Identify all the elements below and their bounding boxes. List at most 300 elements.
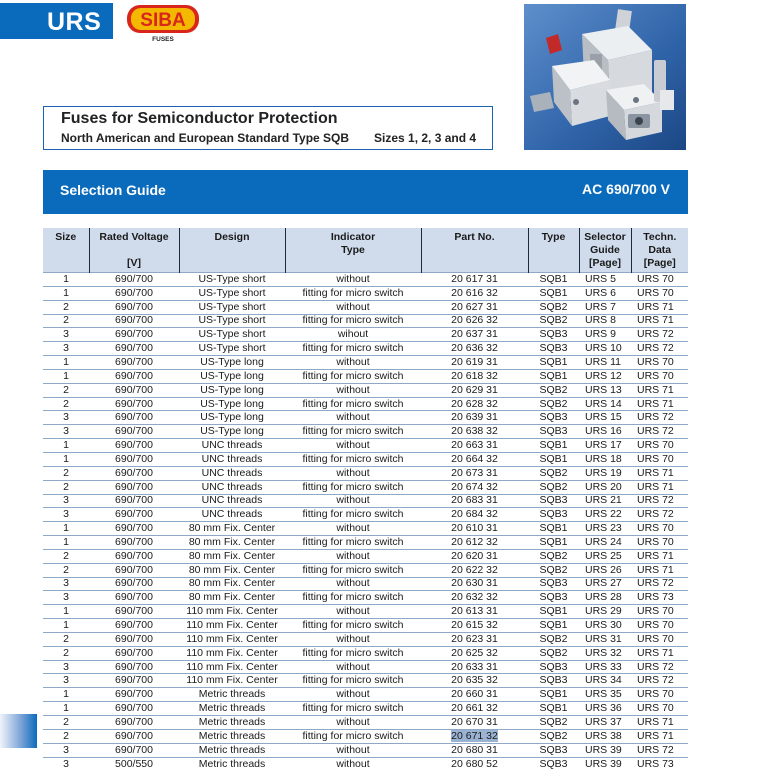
indicator-cell: without [285, 743, 421, 757]
design-cell: UNC threads [179, 494, 285, 508]
size-cell: 1 [43, 702, 89, 716]
table-body [43, 273, 688, 771]
table-row[interactable] [43, 549, 688, 563]
table-row[interactable] [43, 674, 688, 688]
type-cell: SQB2 [528, 480, 579, 494]
table-row[interactable] [43, 605, 688, 619]
table-row[interactable] [43, 743, 688, 757]
size-cell: 2 [43, 716, 89, 730]
selector-page-cell: URS 19 [579, 466, 631, 480]
design-cell: 80 mm Fix. Center [179, 563, 285, 577]
design-cell: UNC threads [179, 508, 285, 522]
design-cell: US-Type short [179, 286, 285, 300]
indicator-cell: without [285, 356, 421, 370]
table-row[interactable] [43, 494, 688, 508]
table-row[interactable] [43, 577, 688, 591]
techn-page-cell: URS 70 [631, 369, 688, 383]
part-no-cell: 20 660 31 [421, 688, 528, 702]
selector-page-cell: URS 22 [579, 508, 631, 522]
part-no-cell: 20 664 32 [421, 452, 528, 466]
selector-page-cell: URS 33 [579, 660, 631, 674]
size-cell: 1 [43, 286, 89, 300]
techn-page-cell: URS 70 [631, 286, 688, 300]
techn-page-cell: URS 72 [631, 660, 688, 674]
page-subtitle: North American and European Standard Type SQB [61, 131, 350, 145]
indicator-cell: fitting for micro switch [285, 591, 421, 605]
techn-page-cell: URS 73 [631, 757, 688, 771]
techn-page-cell: URS 70 [631, 273, 688, 287]
techn-page-cell: URS 72 [631, 411, 688, 425]
design-cell: US-Type short [179, 342, 285, 356]
size-cell: 1 [43, 688, 89, 702]
col-design: Design [179, 228, 285, 273]
indicator-cell: without [285, 439, 421, 453]
techn-page-cell: URS 71 [631, 314, 688, 328]
design-cell: Metric threads [179, 757, 285, 771]
voltage-cell: 690/700 [89, 522, 179, 536]
part-no-cell: 20 674 32 [421, 480, 528, 494]
part-no-cell: 20 661 32 [421, 702, 528, 716]
voltage-cell: 690/700 [89, 273, 179, 287]
type-cell: SQB2 [528, 632, 579, 646]
indicator-cell: fitting for micro switch [285, 536, 421, 550]
size-cell: 3 [43, 411, 89, 425]
design-cell: US-Type short [179, 328, 285, 342]
techn-page-cell: URS 70 [631, 702, 688, 716]
selector-page-cell: URS 39 [579, 743, 631, 757]
table-row[interactable] [43, 342, 688, 356]
voltage-cell: 690/700 [89, 743, 179, 757]
size-cell: 1 [43, 369, 89, 383]
table-row[interactable] [43, 729, 688, 743]
size-cell: 2 [43, 632, 89, 646]
size-cell: 2 [43, 563, 89, 577]
table-row[interactable] [43, 536, 688, 550]
techn-page-cell: URS 72 [631, 494, 688, 508]
voltage-cell: 690/700 [89, 466, 179, 480]
selector-page-cell: URS 36 [579, 702, 631, 716]
table-row[interactable] [43, 480, 688, 494]
part-no-cell: 20 633 31 [421, 660, 528, 674]
type-cell: SQB1 [528, 536, 579, 550]
design-cell: Metric threads [179, 743, 285, 757]
size-cell: 1 [43, 439, 89, 453]
selector-page-cell: URS 17 [579, 439, 631, 453]
type-cell: SQB3 [528, 591, 579, 605]
table-row[interactable] [43, 716, 688, 730]
type-cell: SQB2 [528, 646, 579, 660]
type-cell: SQB2 [528, 729, 579, 743]
techn-page-cell: URS 70 [631, 356, 688, 370]
voltage-cell: 690/700 [89, 439, 179, 453]
voltage-cell: 690/700 [89, 452, 179, 466]
fuse-product-photo [524, 4, 686, 150]
table-row[interactable] [43, 619, 688, 633]
selector-page-cell: URS 15 [579, 411, 631, 425]
design-cell: US-Type long [179, 383, 285, 397]
part-no-cell: 20 620 31 [421, 549, 528, 563]
brand-sub: FUSES [152, 36, 174, 42]
techn-page-cell: URS 70 [631, 688, 688, 702]
techn-page-cell: URS 71 [631, 716, 688, 730]
part-no-cell: 20 627 31 [421, 300, 528, 314]
indicator-cell: fitting for micro switch [285, 563, 421, 577]
size-cell: 3 [43, 494, 89, 508]
type-cell: SQB3 [528, 328, 579, 342]
table-row[interactable] [43, 300, 688, 314]
indicator-cell: without [285, 466, 421, 480]
techn-page-cell: URS 72 [631, 674, 688, 688]
selector-page-cell: URS 10 [579, 342, 631, 356]
size-cell: 2 [43, 383, 89, 397]
selector-page-cell: URS 25 [579, 549, 631, 563]
indicator-cell: fitting for micro switch [285, 729, 421, 743]
type-cell: SQB3 [528, 674, 579, 688]
techn-page-cell: URS 70 [631, 522, 688, 536]
selector-page-cell: URS 28 [579, 591, 631, 605]
techn-page-cell: URS 71 [631, 466, 688, 480]
type-cell: SQB2 [528, 383, 579, 397]
techn-page-cell: URS 70 [631, 452, 688, 466]
type-cell: SQB1 [528, 522, 579, 536]
size-cell: 3 [43, 743, 89, 757]
indicator-cell: fitting for micro switch [285, 508, 421, 522]
indicator-cell: fitting for micro switch [285, 619, 421, 633]
selector-page-cell: URS 24 [579, 536, 631, 550]
type-cell: SQB2 [528, 300, 579, 314]
selector-page-cell: URS 30 [579, 619, 631, 633]
selector-page-cell: URS 38 [579, 729, 631, 743]
design-cell: 80 mm Fix. Center [179, 549, 285, 563]
design-cell: US-Type long [179, 397, 285, 411]
indicator-cell: fitting for micro switch [285, 480, 421, 494]
table-row[interactable] [43, 314, 688, 328]
part-no-cell: 20 629 31 [421, 383, 528, 397]
design-cell: Metric threads [179, 688, 285, 702]
indicator-cell: without [285, 273, 421, 287]
table-row[interactable] [43, 439, 688, 453]
size-cell: 2 [43, 549, 89, 563]
indicator-cell: fitting for micro switch [285, 425, 421, 439]
table-row[interactable] [43, 632, 688, 646]
voltage-cell: 690/700 [89, 619, 179, 633]
indicator-cell: fitting for micro switch [285, 314, 421, 328]
techn-page-cell: URS 71 [631, 729, 688, 743]
techn-page-cell: URS 70 [631, 536, 688, 550]
part-no-cell: 20 615 32 [421, 619, 528, 633]
part-no-cell: 20 617 31 [421, 273, 528, 287]
selector-page-cell: URS 23 [579, 522, 631, 536]
selector-page-cell: URS 27 [579, 577, 631, 591]
type-cell: SQB3 [528, 425, 579, 439]
design-cell: US-Type short [179, 314, 285, 328]
selector-page-cell: URS 18 [579, 452, 631, 466]
table-row[interactable] [43, 273, 688, 287]
design-cell: US-Type short [179, 300, 285, 314]
design-cell: US-Type long [179, 425, 285, 439]
techn-page-cell: URS 71 [631, 397, 688, 411]
part-no-cell: 20 625 32 [421, 646, 528, 660]
voltage-cell: 690/700 [89, 425, 179, 439]
size-cell: 2 [43, 729, 89, 743]
techn-page-cell: URS 70 [631, 439, 688, 453]
voltage-cell: 690/700 [89, 632, 179, 646]
size-cell: 2 [43, 314, 89, 328]
part-no-cell: 20 680 52 [421, 757, 528, 771]
design-cell: US-Type long [179, 369, 285, 383]
table-row[interactable] [43, 466, 688, 480]
voltage-cell: 690/700 [89, 300, 179, 314]
indicator-cell: without [285, 605, 421, 619]
selector-page-cell: URS 31 [579, 632, 631, 646]
design-cell: 110 mm Fix. Center [179, 674, 285, 688]
type-cell: SQB1 [528, 702, 579, 716]
design-cell: US-Type long [179, 356, 285, 370]
product-code: URS [47, 8, 102, 36]
type-cell: SQB1 [528, 286, 579, 300]
type-cell: SQB3 [528, 660, 579, 674]
col-rated-voltage: Rated Voltage [V] [89, 228, 179, 273]
part-no-cell: 20 637 31 [421, 328, 528, 342]
indicator-cell: without [285, 577, 421, 591]
part-no-cell: 20 673 31 [421, 466, 528, 480]
indicator-cell: without [285, 383, 421, 397]
voltage-cell: 690/700 [89, 536, 179, 550]
indicator-cell: without [285, 522, 421, 536]
type-cell: SQB1 [528, 605, 579, 619]
col-part-no: Part No. [421, 228, 528, 273]
voltage-cell: 690/700 [89, 549, 179, 563]
part-no-cell: 20 628 32 [421, 397, 528, 411]
page-title: Fuses for Semiconductor Protection [61, 110, 338, 127]
size-cell: 1 [43, 452, 89, 466]
voltage-cell: 500/550 [89, 757, 179, 771]
indicator-cell: fitting for micro switch [285, 286, 421, 300]
type-cell: SQB3 [528, 411, 579, 425]
techn-page-cell: URS 71 [631, 549, 688, 563]
size-cell: 3 [43, 425, 89, 439]
voltage-cell: 690/700 [89, 480, 179, 494]
design-cell: 110 mm Fix. Center [179, 605, 285, 619]
voltage-cell: 690/700 [89, 328, 179, 342]
voltage-cell: 690/700 [89, 688, 179, 702]
voltage-cell: 690/700 [89, 605, 179, 619]
table-row[interactable] [43, 452, 688, 466]
col-selector-guide: Selector Guide [Page] [579, 228, 631, 273]
size-cell: 1 [43, 619, 89, 633]
voltage-cell: 690/700 [89, 646, 179, 660]
design-cell: 110 mm Fix. Center [179, 660, 285, 674]
table-header-row [43, 228, 688, 273]
voltage-cell: 690/700 [89, 494, 179, 508]
brand-name: SIBA [140, 10, 186, 31]
techn-page-cell: URS 71 [631, 300, 688, 314]
selector-page-cell: URS 14 [579, 397, 631, 411]
voltage-cell: 690/700 [89, 286, 179, 300]
design-cell: UNC threads [179, 480, 285, 494]
selector-page-cell: URS 35 [579, 688, 631, 702]
design-cell: US-Type short [179, 273, 285, 287]
indicator-cell: fitting for micro switch [285, 702, 421, 716]
type-cell: SQB1 [528, 452, 579, 466]
design-cell: UNC threads [179, 452, 285, 466]
techn-page-cell: URS 71 [631, 563, 688, 577]
voltage-cell: 690/700 [89, 342, 179, 356]
design-cell: 80 mm Fix. Center [179, 577, 285, 591]
design-cell: Metric threads [179, 702, 285, 716]
voltage-cell: 690/700 [89, 356, 179, 370]
size-cell: 1 [43, 605, 89, 619]
voltage-rating: AC 690/700 V [582, 181, 670, 197]
indicator-cell: fitting for micro switch [285, 342, 421, 356]
col-type: Type [528, 228, 579, 273]
type-cell: SQB1 [528, 356, 579, 370]
techn-page-cell: URS 71 [631, 383, 688, 397]
size-cell: 3 [43, 577, 89, 591]
selector-page-cell: URS 13 [579, 383, 631, 397]
techn-page-cell: URS 71 [631, 646, 688, 660]
type-cell: SQB2 [528, 563, 579, 577]
design-cell: Metric threads [179, 716, 285, 730]
indicator-cell: fitting for micro switch [285, 369, 421, 383]
table-row[interactable] [43, 397, 688, 411]
table-row[interactable] [43, 757, 688, 771]
size-cell: 3 [43, 508, 89, 522]
design-cell: 110 mm Fix. Center [179, 632, 285, 646]
size-cell: 2 [43, 646, 89, 660]
voltage-cell: 690/700 [89, 383, 179, 397]
indicator-cell: without [285, 411, 421, 425]
type-cell: SQB2 [528, 716, 579, 730]
title-box [43, 106, 493, 150]
part-no-cell: 20 616 32 [421, 286, 528, 300]
table-row[interactable] [43, 508, 688, 522]
brand-bar [0, 3, 113, 39]
type-cell: SQB3 [528, 757, 579, 771]
size-cell: 3 [43, 591, 89, 605]
part-no-cell: 20 630 31 [421, 577, 528, 591]
table-row[interactable] [43, 286, 688, 300]
voltage-cell: 690/700 [89, 702, 179, 716]
table-row[interactable] [43, 522, 688, 536]
selector-page-cell: URS 29 [579, 605, 631, 619]
size-cell: 1 [43, 273, 89, 287]
voltage-cell: 690/700 [89, 591, 179, 605]
size-cell: 2 [43, 480, 89, 494]
table-row[interactable] [43, 688, 688, 702]
selector-page-cell: URS 37 [579, 716, 631, 730]
indicator-cell: without [285, 300, 421, 314]
type-cell: SQB2 [528, 549, 579, 563]
indicator-cell: without [285, 688, 421, 702]
part-no-cell: 20 622 32 [421, 563, 528, 577]
table-row[interactable] [43, 660, 688, 674]
side-tab-marker [0, 714, 37, 748]
size-cell: 1 [43, 536, 89, 550]
part-no-cell: 20 612 32 [421, 536, 528, 550]
indicator-cell: without [285, 660, 421, 674]
selector-page-cell: URS 20 [579, 480, 631, 494]
selection-guide-bar [43, 170, 688, 214]
table-row[interactable] [43, 328, 688, 342]
type-cell: SQB3 [528, 577, 579, 591]
col-size: Size [43, 228, 89, 273]
selector-page-cell: URS 32 [579, 646, 631, 660]
techn-page-cell: URS 70 [631, 632, 688, 646]
techn-page-cell: URS 72 [631, 508, 688, 522]
part-no-cell: 20 626 32 [421, 314, 528, 328]
selector-page-cell: URS 12 [579, 369, 631, 383]
techn-page-cell: URS 72 [631, 425, 688, 439]
part-no-cell: 20 670 31 [421, 716, 528, 730]
voltage-cell: 690/700 [89, 411, 179, 425]
type-cell: SQB3 [528, 743, 579, 757]
size-cell: 2 [43, 300, 89, 314]
selector-page-cell: URS 11 [579, 356, 631, 370]
techn-page-cell: URS 72 [631, 577, 688, 591]
voltage-cell: 690/700 [89, 508, 179, 522]
table-row[interactable] [43, 356, 688, 370]
part-no-cell: 20 613 31 [421, 605, 528, 619]
indicator-cell: without [285, 716, 421, 730]
part-no-cell: 20 680 31 [421, 743, 528, 757]
design-cell: UNC threads [179, 439, 285, 453]
selector-page-cell: URS 5 [579, 273, 631, 287]
part-no-cell: 20 610 31 [421, 522, 528, 536]
indicator-cell: fitting for micro switch [285, 397, 421, 411]
design-cell: Metric threads [179, 729, 285, 743]
type-cell: SQB1 [528, 273, 579, 287]
type-cell: SQB1 [528, 369, 579, 383]
table-row[interactable] [43, 411, 688, 425]
part-no-cell: 20 683 31 [421, 494, 528, 508]
type-cell: SQB3 [528, 494, 579, 508]
voltage-cell: 690/700 [89, 397, 179, 411]
voltage-cell: 690/700 [89, 314, 179, 328]
selector-page-cell: URS 9 [579, 328, 631, 342]
part-no-cell: 20 684 32 [421, 508, 528, 522]
size-cell: 3 [43, 674, 89, 688]
type-cell: SQB1 [528, 619, 579, 633]
size-cell: 3 [43, 660, 89, 674]
design-cell: UNC threads [179, 466, 285, 480]
selector-page-cell: URS 34 [579, 674, 631, 688]
part-no-cell: 20 636 32 [421, 342, 528, 356]
techn-page-cell: URS 72 [631, 743, 688, 757]
table-row[interactable] [43, 702, 688, 716]
table-row[interactable] [43, 646, 688, 660]
col-techn-data: Techn. Data [Page] [631, 228, 688, 273]
indicator-cell: wihout [285, 328, 421, 342]
part-no-cell: 20 623 31 [421, 632, 528, 646]
table-row[interactable] [43, 383, 688, 397]
size-cell: 1 [43, 356, 89, 370]
indicator-cell: fitting for micro switch [285, 452, 421, 466]
indicator-cell: without [285, 494, 421, 508]
voltage-cell: 690/700 [89, 729, 179, 743]
table-row[interactable] [43, 369, 688, 383]
part-no-cell-selected: 20 671 32 [421, 729, 528, 743]
table-row[interactable] [43, 591, 688, 605]
type-cell: SQB2 [528, 397, 579, 411]
techn-page-cell: URS 71 [631, 480, 688, 494]
selector-page-cell: URS 26 [579, 563, 631, 577]
table-row[interactable] [43, 425, 688, 439]
techn-page-cell: URS 72 [631, 328, 688, 342]
table-row[interactable] [43, 563, 688, 577]
indicator-cell: without [285, 549, 421, 563]
selector-page-cell: URS 7 [579, 300, 631, 314]
